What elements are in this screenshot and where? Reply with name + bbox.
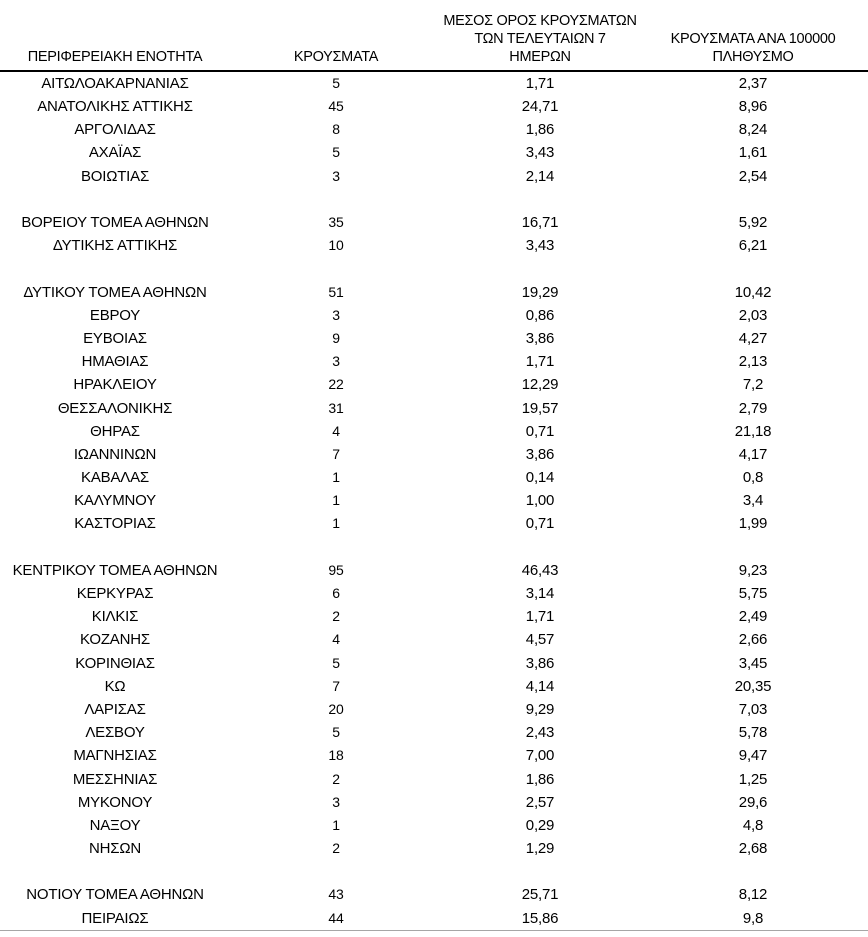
table-row bbox=[0, 744, 868, 767]
per100k-cell: 9,47 bbox=[738, 747, 768, 765]
table-row bbox=[0, 71, 868, 95]
region-cell: ΜΥΚΟΝΟΥ bbox=[77, 793, 153, 811]
per100k-cell: 7,2 bbox=[742, 376, 764, 394]
region-cell: ΘΕΣΣΑΛΟΝΙΚΗΣ bbox=[57, 399, 173, 417]
avg7-cell: 46,43 bbox=[521, 561, 559, 579]
table-row bbox=[0, 443, 868, 466]
avg7-cell: 0,86 bbox=[525, 306, 555, 324]
avg7-cell: 2,57 bbox=[525, 793, 555, 811]
per100k-cell: 4,8 bbox=[742, 816, 764, 834]
region-cell: ΠΕΙΡΑΙΩΣ bbox=[81, 909, 149, 927]
per100k-cell: 3,45 bbox=[738, 654, 768, 672]
avg7-cell: 3,14 bbox=[525, 585, 555, 603]
table-row bbox=[0, 489, 868, 512]
avg7-cell: 1,86 bbox=[525, 770, 555, 788]
region-cell: ΚΕΝΤΡΙΚΟΥ ΤΟΜΕΑ ΑΘΗΝΩΝ bbox=[12, 561, 218, 579]
region-cell: ΔΥΤΙΚΗΣ ΑΤΤΙΚΗΣ bbox=[52, 237, 178, 255]
region-cell: ΚΩ bbox=[104, 677, 126, 695]
per100k-cell: 5,78 bbox=[738, 724, 768, 742]
per100k-cell: 1,99 bbox=[738, 515, 768, 533]
table-row bbox=[0, 791, 868, 814]
table-row bbox=[0, 652, 868, 675]
per100k-cell: 5,92 bbox=[738, 214, 768, 232]
avg7-cell: 16,71 bbox=[521, 214, 559, 232]
region-cell: ΜΕΣΣΗΝΙΑΣ bbox=[72, 770, 158, 788]
spacer-cell bbox=[0, 257, 868, 280]
col-header-cases-label: ΚΡΟΥΣΜΑΤΑ bbox=[293, 49, 379, 65]
table-row bbox=[0, 907, 868, 931]
region-cell: ΑΡΓΟΛΙΔΑΣ bbox=[74, 121, 156, 139]
region-cell: ΛΑΡΙΣΑΣ bbox=[84, 700, 146, 718]
region-cell: ΙΩΑΝΝΙΝΩΝ bbox=[73, 445, 157, 463]
per100k-cell: 8,96 bbox=[738, 98, 768, 116]
per100k-cell: 2,13 bbox=[738, 353, 768, 371]
avg7-cell: 3,43 bbox=[525, 237, 555, 255]
cases-cell: 22 bbox=[328, 376, 344, 393]
spacer-row bbox=[0, 860, 868, 883]
cases-cell: 8 bbox=[332, 121, 340, 138]
avg7-cell: 4,57 bbox=[525, 631, 555, 649]
cases-cell: 31 bbox=[328, 399, 344, 416]
avg7-cell: 1,71 bbox=[525, 353, 555, 371]
avg7-cell: 1,71 bbox=[525, 75, 555, 92]
table-header bbox=[0, 0, 868, 71]
col-header-per100k-line2: ΠΛΗΘΥΣΜΟ bbox=[712, 49, 794, 65]
col-header-avg7-line3: ΗΜΕΡΩΝ bbox=[509, 49, 571, 65]
cases-cell: 45 bbox=[328, 98, 344, 115]
region-cell: ΜΑΓΝΗΣΙΑΣ bbox=[73, 747, 157, 765]
cases-cell: 2 bbox=[332, 608, 340, 625]
cases-cell: 43 bbox=[328, 886, 344, 903]
per100k-cell: 2,79 bbox=[738, 399, 768, 417]
avg7-cell: 3,86 bbox=[525, 445, 555, 463]
avg7-cell: 3,43 bbox=[525, 144, 555, 162]
spacer-cell bbox=[0, 860, 868, 883]
cases-cell: 5 bbox=[332, 654, 340, 671]
per100k-cell: 6,21 bbox=[738, 237, 768, 255]
region-cell: ΚΟΖΑΝΗΣ bbox=[80, 631, 150, 649]
cases-cell: 35 bbox=[328, 214, 344, 231]
col-header-avg7-line2: ΤΩΝ ΤΕΛΕΥΤΑΙΩΝ 7 bbox=[474, 31, 606, 47]
region-cell: ΗΜΑΘΙΑΣ bbox=[81, 353, 149, 371]
region-cell: ΚΑΛΥΜΝΟΥ bbox=[74, 492, 156, 510]
table-row bbox=[0, 420, 868, 443]
cases-cell: 2 bbox=[332, 770, 340, 787]
col-header-cases bbox=[230, 0, 442, 71]
cases-cell: 3 bbox=[332, 353, 340, 370]
region-cell: ΔΥΤΙΚΟΥ ΤΟΜΕΑ ΑΘΗΝΩΝ bbox=[23, 283, 207, 301]
table-row bbox=[0, 466, 868, 489]
table-row bbox=[0, 95, 868, 118]
table-row bbox=[0, 327, 868, 350]
per100k-cell: 2,66 bbox=[738, 631, 768, 649]
cases-cell: 1 bbox=[332, 515, 340, 532]
spacer-cell bbox=[0, 536, 868, 559]
avg7-cell: 4,14 bbox=[525, 677, 555, 695]
per100k-cell: 20,35 bbox=[734, 677, 772, 695]
region-cell: ΛΕΣΒΟΥ bbox=[85, 724, 145, 742]
per100k-cell: 29,6 bbox=[738, 793, 768, 811]
region-cell: ΘΗΡΑΣ bbox=[90, 422, 140, 440]
spacer-row bbox=[0, 188, 868, 211]
avg7-cell: 3,86 bbox=[525, 654, 555, 672]
table-row bbox=[0, 350, 868, 373]
table-row bbox=[0, 141, 868, 164]
cases-cell: 7 bbox=[332, 445, 340, 462]
per100k-cell: 4,27 bbox=[738, 329, 768, 347]
cases-cell: 3 bbox=[332, 306, 340, 323]
avg7-cell: 2,43 bbox=[525, 724, 555, 742]
avg7-cell: 1,29 bbox=[525, 840, 555, 858]
table-body bbox=[0, 71, 868, 930]
per100k-cell: 7,03 bbox=[738, 700, 768, 718]
spacer-row bbox=[0, 536, 868, 559]
cases-cell: 5 bbox=[332, 144, 340, 161]
avg7-cell: 15,86 bbox=[521, 909, 559, 927]
table-row bbox=[0, 767, 868, 790]
region-cell: ΗΡΑΚΛΕΙΟΥ bbox=[73, 376, 157, 394]
table-row bbox=[0, 512, 868, 535]
col-header-avg7-line1: ΜΕΣΟΣ ΟΡΟΣ ΚΡΟΥΣΜΑΤΩΝ bbox=[443, 13, 637, 29]
table-row bbox=[0, 373, 868, 396]
avg7-cell: 1,00 bbox=[525, 492, 555, 510]
avg7-cell: 12,29 bbox=[521, 376, 559, 394]
cases-cell: 1 bbox=[332, 816, 340, 833]
cases-cell: 2 bbox=[332, 840, 340, 857]
table-row bbox=[0, 396, 868, 419]
per100k-cell: 2,03 bbox=[738, 306, 768, 324]
region-cell: ΝΗΣΩΝ bbox=[89, 840, 141, 858]
table-row bbox=[0, 582, 868, 605]
spacer-cell bbox=[0, 188, 868, 211]
avg7-cell: 7,00 bbox=[525, 747, 555, 765]
per100k-cell: 3,4 bbox=[742, 492, 764, 510]
per100k-cell: 8,12 bbox=[738, 886, 768, 904]
cases-cell: 95 bbox=[328, 561, 344, 578]
per100k-cell: 9,8 bbox=[742, 909, 764, 927]
cases-cell: 5 bbox=[332, 75, 340, 91]
per100k-cell: 2,37 bbox=[738, 75, 768, 92]
table-row bbox=[0, 837, 868, 860]
cases-cell: 4 bbox=[332, 422, 340, 439]
region-cell: ΒΟΡΕΙΟΥ ΤΟΜΕΑ ΑΘΗΝΩΝ bbox=[21, 214, 209, 232]
table-row bbox=[0, 814, 868, 837]
table-row bbox=[0, 211, 868, 234]
avg7-cell: 9,29 bbox=[525, 700, 555, 718]
region-cell: ΕΥΒΟΙΑΣ bbox=[83, 329, 147, 347]
avg7-cell: 25,71 bbox=[521, 886, 559, 904]
per100k-cell: 2,49 bbox=[738, 608, 768, 626]
avg7-cell: 1,86 bbox=[525, 121, 555, 139]
per100k-cell: 9,23 bbox=[738, 561, 768, 579]
region-cell: ΒΟΙΩΤΙΑΣ bbox=[80, 167, 150, 185]
cases-cell: 3 bbox=[332, 167, 340, 184]
table-row bbox=[0, 234, 868, 257]
table-row bbox=[0, 304, 868, 327]
cases-cell: 1 bbox=[332, 492, 340, 509]
region-cell: ΑΙΤΩΛΟΑΚΑΡΝΑΝΙΑΣ bbox=[41, 75, 189, 92]
table-row bbox=[0, 698, 868, 721]
avg7-cell: 24,71 bbox=[521, 98, 559, 116]
region-cell: ΚΑΒΑΛΑΣ bbox=[81, 469, 149, 487]
avg7-cell: 3,86 bbox=[525, 329, 555, 347]
cases-cell: 44 bbox=[328, 909, 344, 926]
cases-cell: 20 bbox=[328, 700, 344, 717]
region-cell: ΕΒΡΟΥ bbox=[89, 306, 141, 324]
per100k-cell: 8,24 bbox=[738, 121, 768, 139]
table-row bbox=[0, 605, 868, 628]
cases-cell: 1 bbox=[332, 469, 340, 486]
table-row bbox=[0, 559, 868, 582]
per100k-cell: 4,17 bbox=[738, 445, 768, 463]
per100k-cell: 0,8 bbox=[742, 469, 764, 487]
region-cell: ΑΝΑΤΟΛΙΚΗΣ ΑΤΤΙΚΗΣ bbox=[37, 98, 193, 116]
avg7-cell: 1,71 bbox=[525, 608, 555, 626]
cases-cell: 6 bbox=[332, 585, 340, 602]
cases-cell: 18 bbox=[328, 747, 344, 764]
region-cell: ΚΙΛΚΙΣ bbox=[91, 608, 139, 626]
col-header-avg7 bbox=[442, 0, 638, 71]
cases-cell: 51 bbox=[328, 283, 344, 300]
cases-cell: 3 bbox=[332, 793, 340, 810]
table-row bbox=[0, 675, 868, 698]
per100k-cell: 21,18 bbox=[734, 422, 772, 440]
per100k-cell: 2,54 bbox=[738, 167, 768, 185]
header-row bbox=[0, 0, 868, 71]
cases-cell: 9 bbox=[332, 329, 340, 346]
region-cell: ΑΧΑΪΑΣ bbox=[88, 144, 142, 162]
col-header-per100k bbox=[638, 0, 868, 71]
per100k-cell: 2,68 bbox=[738, 840, 768, 858]
spacer-row bbox=[0, 257, 868, 280]
table-row bbox=[0, 165, 868, 188]
col-header-region-label: ΠΕΡΙΦΕΡΕΙΑΚΗ ΕΝΟΤΗΤΑ bbox=[27, 49, 203, 65]
region-cell: ΝΑΞΟΥ bbox=[89, 816, 141, 834]
table-row bbox=[0, 281, 868, 304]
avg7-cell: 0,14 bbox=[525, 469, 555, 487]
per100k-cell: 1,25 bbox=[738, 770, 768, 788]
avg7-cell: 19,29 bbox=[521, 283, 559, 301]
table-row bbox=[0, 883, 868, 906]
col-header-region bbox=[0, 0, 230, 71]
per100k-cell: 10,42 bbox=[734, 283, 772, 301]
per100k-cell: 5,75 bbox=[738, 585, 768, 603]
table-row bbox=[0, 628, 868, 651]
region-cell: ΚΑΣΤΟΡΙΑΣ bbox=[74, 515, 156, 533]
cases-cell: 4 bbox=[332, 631, 340, 648]
col-header-per100k-line1: ΚΡΟΥΣΜΑΤΑ ΑΝΑ 100000 bbox=[670, 31, 836, 47]
avg7-cell: 0,29 bbox=[525, 816, 555, 834]
per100k-cell: 1,61 bbox=[738, 144, 768, 162]
region-cell: ΝΟΤΙΟΥ ΤΟΜΕΑ ΑΘΗΝΩΝ bbox=[26, 886, 204, 904]
region-cell: ΚΟΡΙΝΘΙΑΣ bbox=[75, 654, 155, 672]
cases-cell: 5 bbox=[332, 724, 340, 741]
region-cell: ΚΕΡΚΥΡΑΣ bbox=[76, 585, 154, 603]
avg7-cell: 0,71 bbox=[525, 515, 555, 533]
cases-cell: 7 bbox=[332, 677, 340, 694]
avg7-cell: 2,14 bbox=[525, 167, 555, 185]
avg7-cell: 0,71 bbox=[525, 422, 555, 440]
table-row bbox=[0, 721, 868, 744]
table-row bbox=[0, 118, 868, 141]
cases-cell: 10 bbox=[328, 237, 344, 254]
avg7-cell: 19,57 bbox=[521, 399, 559, 417]
